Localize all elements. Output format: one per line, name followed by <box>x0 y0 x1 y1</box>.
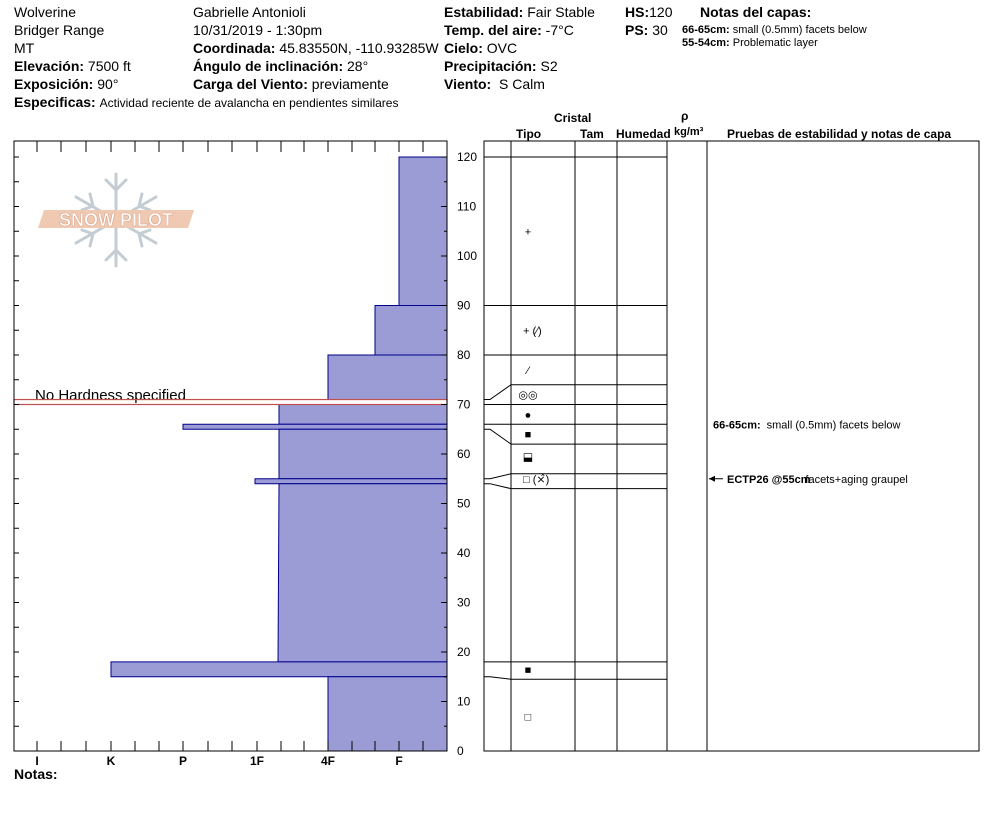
col-density-unit: kg/m³ <box>674 126 704 138</box>
hardness-layer-5 <box>183 424 447 429</box>
hardness-layer-1 <box>399 157 447 306</box>
stability-label: Estabilidad: <box>444 4 524 20</box>
crystal-symbol-2: + (⁄) <box>523 325 542 338</box>
crystal-symbol-5: ● <box>524 409 532 422</box>
precip-value: S2 <box>540 58 558 74</box>
col-tipo: Tipo <box>516 127 542 141</box>
specifics-label: Especificas: <box>14 94 96 110</box>
coord-value: 45.83550N, -110.93285W <box>279 40 439 56</box>
ps-label: PS: <box>625 22 649 38</box>
col-rho: ρ <box>681 109 689 123</box>
sky-label: Cielo: <box>444 40 483 56</box>
col-tests: Pruebas de estabilidad y notas de capa <box>727 127 952 141</box>
height-label-30: 30 <box>457 595 471 610</box>
air-temp-value: -7°C <box>545 22 574 38</box>
hardness-label-4f: 4F <box>320 754 336 768</box>
hardness-layer-9 <box>111 662 447 677</box>
elevation-value: 7500 ft <box>87 58 131 74</box>
test-arrow-head <box>709 476 715 482</box>
layer-note-2-text: Problematic layer <box>732 37 818 49</box>
hardness-layer-6 <box>279 429 447 479</box>
hardness-layer-7 <box>255 479 447 484</box>
col-tam: Tam <box>580 127 604 141</box>
hardness-label-k: K <box>106 754 116 768</box>
wind-load-value: previamente <box>311 76 389 92</box>
incline-value: 28° <box>347 58 369 74</box>
stability-value: Fair Stable <box>527 4 595 20</box>
height-label-40: 40 <box>457 546 471 560</box>
crystal-symbol-7: ⬓ <box>522 451 534 464</box>
layer-note-1-text: small (0.5mm) facets below <box>732 24 867 36</box>
right-note-text-1: small (0.5mm) facets below <box>766 419 901 432</box>
right-note-depth-2: ECTP26 @55cm <box>727 473 811 486</box>
height-label-50: 50 <box>457 496 471 511</box>
wind-load-label: Carga del Viento: <box>193 76 308 92</box>
height-label-10: 10 <box>457 694 471 709</box>
logo-text: SNOW PILOT <box>59 210 173 230</box>
notes-label: Notas: <box>14 766 58 782</box>
layer-grid-frame <box>484 141 979 751</box>
observer: Gabrielle Antonioli <box>193 4 306 20</box>
height-label-90: 90 <box>457 298 471 313</box>
hardness-label-p: P <box>178 754 188 768</box>
datetime: 10/31/2019 - 1:30pm <box>193 22 323 38</box>
height-label-120: 120 <box>457 150 478 164</box>
range: Bridger Range <box>14 22 105 38</box>
aspect-label: Exposición: <box>14 76 94 92</box>
air-temp-label: Temp. del aire: <box>444 22 542 38</box>
incline-label: Ángulo de inclinación: <box>193 58 344 74</box>
hardness-layer-4 <box>279 405 447 425</box>
crystal-symbol-1: + <box>524 226 532 239</box>
col-humedad: Humedad <box>616 127 671 141</box>
layer-note-1-depth: 66-65cm: <box>682 24 730 36</box>
height-label-100: 100 <box>457 249 478 263</box>
hardness-layer-2 <box>375 306 447 356</box>
height-label-110: 110 <box>457 199 477 214</box>
col-cristal: Cristal <box>554 111 592 125</box>
elevation-label: Elevación: <box>14 58 85 74</box>
hs-value: 120 <box>649 4 673 20</box>
right-note-depth-1: 66-65cm: <box>713 419 761 432</box>
crystal-symbol-3: ⁄ <box>527 364 529 377</box>
sky-value: OVC <box>486 40 518 56</box>
hardness-label-1f: 1F <box>249 754 265 768</box>
hardness-layer-3 <box>328 355 447 400</box>
height-label-80: 80 <box>457 348 471 362</box>
coord-label: Coordinada: <box>193 40 276 56</box>
ps-value: 30 <box>652 22 668 38</box>
hardness-layer-8 <box>278 484 447 662</box>
crystal-symbol-4: ◎◎ <box>518 389 538 402</box>
right-note-text-2: facets+aging graupel <box>805 473 908 486</box>
aspect-value: 90° <box>97 76 119 92</box>
height-label-70: 70 <box>457 397 471 412</box>
hs-label: HS: <box>625 4 650 20</box>
crystal-symbol-6: ■ <box>524 429 532 442</box>
height-label-60: 60 <box>457 447 471 461</box>
height-label-0: 0 <box>457 744 464 758</box>
crystal-symbol-10: □ <box>524 711 532 724</box>
no-hardness-band <box>14 400 447 405</box>
precip-label: Precipitación: <box>444 58 537 74</box>
hardness-label-i: I <box>35 754 39 768</box>
hardness-label-f: F <box>395 754 403 768</box>
hardness-layer-10 <box>328 677 447 751</box>
crystal-symbol-9: ■ <box>524 664 532 677</box>
crystal-symbol-8: □ (⨯̂) <box>523 473 550 486</box>
wind-label: Viento: <box>444 76 492 92</box>
state: MT <box>14 40 35 56</box>
no-hardness-label: No Hardness specified <box>35 387 186 404</box>
wind-value: S Calm <box>498 76 545 92</box>
specifics-value: Actividad reciente de avalancha en pendientes similares <box>99 96 399 110</box>
location: Wolverine <box>14 4 76 20</box>
height-label-20: 20 <box>457 645 471 659</box>
layer-notes-title: Notas del capas: <box>700 4 812 20</box>
layer-note-2-depth: 55-54cm: <box>682 37 730 49</box>
